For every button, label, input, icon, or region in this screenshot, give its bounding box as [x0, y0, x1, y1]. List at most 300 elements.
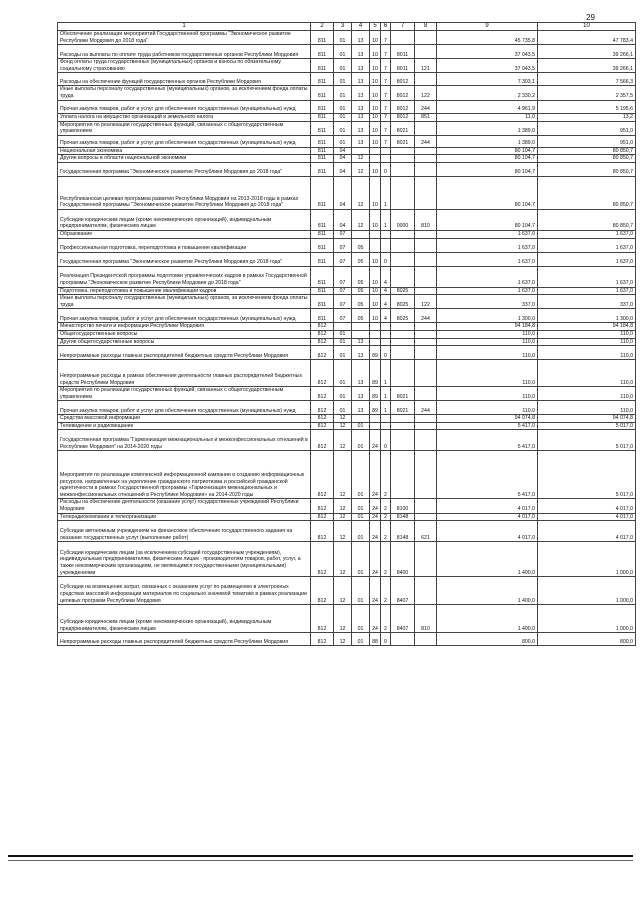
amount-2020-cell: 110,0	[538, 360, 636, 387]
amount-2019-cell: 5 417,0	[437, 451, 538, 499]
row-name-cell: Непрограммные расходы в рамках обеспечения деятельности главных распорядителей бюджетных средств Республики Мордовия	[58, 360, 311, 387]
amount-2020-cell: 1 637,0	[538, 238, 636, 252]
col3-cell: 07	[334, 295, 352, 309]
col2-cell: 812	[311, 330, 334, 338]
col8-cell	[415, 45, 437, 59]
col3-cell: 04	[334, 162, 352, 176]
col7-cell	[391, 155, 415, 163]
col8-cell: 810	[415, 605, 437, 633]
col5-cell	[370, 147, 381, 155]
col4-cell: 12	[352, 176, 370, 209]
amount-2019-cell: 80 104,7	[437, 147, 538, 155]
col7-cell: 8011	[391, 45, 415, 59]
col4-cell: 05	[352, 238, 370, 252]
col8-cell	[415, 499, 437, 513]
row-name-cell: Телерадиокомпании и телеорганизации	[58, 513, 311, 521]
col7-cell: 8021	[391, 135, 415, 147]
amount-2020-cell: 110,0	[538, 338, 636, 346]
col8-cell	[415, 430, 437, 451]
col5-cell	[370, 155, 381, 163]
col8-cell	[415, 147, 437, 155]
row-name-cell: Республиканская целевая программа развития Республики Мордовия на 2013-2018 годы в рамках Государственной программы "Экономическое развитие Республики Мордовия до 2018 года"	[58, 176, 311, 209]
row-name-cell: Государственная программа "Экономическое развитие Республики Мордовия до 2018 года"	[58, 162, 311, 176]
col5-cell: 10	[370, 113, 381, 121]
col6-cell: 4	[381, 309, 391, 323]
col7-cell: 8148	[391, 521, 415, 542]
col4-cell: 13	[352, 59, 370, 73]
col3-cell: 04	[334, 209, 352, 230]
col7-cell: 8025	[391, 287, 415, 295]
col8-cell: 244	[415, 401, 437, 415]
col5-cell: 89	[370, 346, 381, 360]
col3-cell: 12	[334, 499, 352, 513]
amount-2019-cell: 1 637,0	[437, 230, 538, 238]
col5-cell: 24	[370, 542, 381, 577]
col7-cell: 8025	[391, 295, 415, 309]
col7-cell	[391, 31, 415, 45]
col2-cell: 811	[311, 86, 334, 100]
col2-cell: 812	[311, 430, 334, 451]
col5-cell: 10	[370, 162, 381, 176]
col7-cell	[391, 430, 415, 451]
col8-cell: 122	[415, 86, 437, 100]
col3-cell: 07	[334, 252, 352, 266]
table-row	[58, 176, 636, 209]
col5-cell: 89	[370, 360, 381, 387]
table-row	[58, 605, 636, 633]
col2-cell: 812	[311, 577, 334, 605]
table-row	[58, 323, 636, 331]
col3-cell: 04	[334, 155, 352, 163]
col2-cell: 812	[311, 387, 334, 401]
amount-2020-cell: 2 357,5	[538, 86, 636, 100]
budget-table	[57, 22, 636, 646]
col3-cell: 12	[334, 451, 352, 499]
amount-2019-cell: 800,0	[437, 633, 538, 646]
col7-cell	[391, 252, 415, 266]
header-cell: 1	[58, 23, 311, 31]
col6-cell: 1	[381, 360, 391, 387]
col3-cell: 12	[334, 605, 352, 633]
table-row	[58, 155, 636, 163]
col5-cell	[370, 422, 381, 430]
col7-cell	[391, 162, 415, 176]
amount-2020-cell: 94 074,8	[538, 415, 636, 423]
table-row	[58, 521, 636, 542]
col7-cell	[391, 323, 415, 331]
amount-2019-cell: 5 417,0	[437, 422, 538, 430]
col4-cell: 12	[352, 155, 370, 163]
row-name-cell: Реализация Президентской программы подготовки управленческих кадров в рамках Государственной программы "Экономическое развитие Республики Мордовия до 2018 года"	[58, 266, 311, 287]
col8-cell	[415, 323, 437, 331]
col8-cell	[415, 346, 437, 360]
col4-cell: 01	[352, 542, 370, 577]
row-name-cell: Прочая закупка товаров, работ и услуг для обеспечения государственных (муниципальных) нужд	[58, 401, 311, 415]
col4-cell: 13	[352, 121, 370, 135]
col8-cell	[415, 387, 437, 401]
col8-cell	[415, 338, 437, 346]
col3-cell: 01	[334, 330, 352, 338]
col3-cell: 12	[334, 430, 352, 451]
table-row	[58, 135, 636, 147]
col2-cell: 812	[311, 346, 334, 360]
table-row	[58, 147, 636, 155]
amount-2019-cell: 1 300,0	[437, 309, 538, 323]
row-name-cell: Профессиональная подготовка, переподготовка и повышение квалификации	[58, 238, 311, 252]
amount-2019-cell: 1 389,0	[437, 121, 538, 135]
amount-2020-cell: 1 000,0	[538, 542, 636, 577]
col6-cell: 7	[381, 135, 391, 147]
col2-cell: 811	[311, 230, 334, 238]
col2-cell: 811	[311, 266, 334, 287]
amount-2019-cell: 2 330,2	[437, 86, 538, 100]
col5-cell: 10	[370, 31, 381, 45]
col2-cell: 811	[311, 309, 334, 323]
col4-cell	[352, 147, 370, 155]
col3-cell: 01	[334, 401, 352, 415]
col6-cell: 2	[381, 521, 391, 542]
col6-cell: 2	[381, 451, 391, 499]
table-row	[58, 430, 636, 451]
col5-cell: 10	[370, 73, 381, 86]
row-name-cell: Телевидение и радиовещание	[58, 422, 311, 430]
col2-cell: 812	[311, 401, 334, 415]
col5-cell	[370, 415, 381, 423]
col5-cell	[370, 338, 381, 346]
col6-cell: 4	[381, 287, 391, 295]
amount-2019-cell: 1 400,0	[437, 605, 538, 633]
col7-cell: 0000	[391, 209, 415, 230]
col5-cell: 24	[370, 499, 381, 513]
col2-cell: 812	[311, 323, 334, 331]
table-row	[58, 415, 636, 423]
table-row	[58, 100, 636, 113]
col5-cell: 10	[370, 176, 381, 209]
col6-cell: 0	[381, 633, 391, 646]
col8-cell: 851	[415, 113, 437, 121]
table-row	[58, 209, 636, 230]
col5-cell: 10	[370, 295, 381, 309]
amount-2020-cell: 80 850,7	[538, 209, 636, 230]
col7-cell: 8021	[391, 401, 415, 415]
amount-2020-cell: 94 184,8	[538, 323, 636, 331]
col3-cell: 04	[334, 147, 352, 155]
amount-2020-cell: 80 850,7	[538, 155, 636, 163]
col2-cell: 811	[311, 287, 334, 295]
col4-cell: 05	[352, 309, 370, 323]
col7-cell	[391, 238, 415, 252]
amount-2019-cell: 4 017,0	[437, 499, 538, 513]
col4-cell: 12	[352, 162, 370, 176]
col7-cell	[391, 415, 415, 423]
amount-2019-cell: 7 303,1	[437, 73, 538, 86]
col3-cell: 07	[334, 230, 352, 238]
col8-cell	[415, 513, 437, 521]
col8-cell	[415, 73, 437, 86]
col4-cell: 05	[352, 252, 370, 266]
table-row	[58, 238, 636, 252]
col7-cell: 8100	[391, 499, 415, 513]
header-cell: 6	[381, 23, 391, 31]
amount-2019-cell: 4 017,0	[437, 521, 538, 542]
col4-cell	[352, 230, 370, 238]
header-cell: 4	[352, 23, 370, 31]
col2-cell: 811	[311, 113, 334, 121]
amount-2020-cell: 1 000,0	[538, 577, 636, 605]
col2-cell: 812	[311, 360, 334, 387]
header-cell: 10	[538, 23, 636, 31]
header-cell: 5	[370, 23, 381, 31]
col8-cell: 810	[415, 209, 437, 230]
col3-cell: 01	[334, 73, 352, 86]
amount-2020-cell: 1 637,0	[538, 266, 636, 287]
budget-sheet	[57, 22, 635, 646]
col3-cell: 01	[334, 387, 352, 401]
amount-2019-cell: 110,0	[437, 330, 538, 338]
col6-cell: 4	[381, 295, 391, 309]
col5-cell: 10	[370, 266, 381, 287]
amount-2019-cell: 80 104,7	[437, 209, 538, 230]
col4-cell: 01	[352, 633, 370, 646]
amount-2020-cell: 951,0	[538, 121, 636, 135]
row-name-cell: Прочая закупка товаров, работ и услуг для обеспечения государственных (муниципальных) нужд	[58, 135, 311, 147]
col8-cell	[415, 266, 437, 287]
amount-2019-cell: 45 735,8	[437, 31, 538, 45]
page-bottom-rule-thin	[8, 860, 633, 861]
col6-cell	[381, 155, 391, 163]
amount-2020-cell: 1 637,0	[538, 287, 636, 295]
col4-cell: 01	[352, 605, 370, 633]
row-name-cell: Прочая закупка товаров, работ и услуг для обеспечения государственных (муниципальных) нужд	[58, 309, 311, 323]
col2-cell: 812	[311, 521, 334, 542]
col7-cell: 8021	[391, 387, 415, 401]
col8-cell	[415, 360, 437, 387]
row-name-cell: Фонд оплаты труда государственных (муниципальных) органов и взносы по обязательному социальному страхованию	[58, 59, 311, 73]
col5-cell: 10	[370, 121, 381, 135]
col2-cell: 812	[311, 338, 334, 346]
col6-cell: 2	[381, 513, 391, 521]
col4-cell: 01	[352, 430, 370, 451]
col3-cell: 07	[334, 309, 352, 323]
col5-cell: 10	[370, 100, 381, 113]
col2-cell: 811	[311, 238, 334, 252]
table-row	[58, 422, 636, 430]
col4-cell: 13	[352, 31, 370, 45]
amount-2019-cell: 80 104,7	[437, 162, 538, 176]
amount-2019-cell: 5 417,0	[437, 430, 538, 451]
row-name-cell: Прочая закупка товаров, работ и услуг для обеспечения государственных (муниципальных) нужд	[58, 100, 311, 113]
col3-cell: 12	[334, 521, 352, 542]
col8-cell	[415, 121, 437, 135]
col2-cell: 811	[311, 155, 334, 163]
row-name-cell: Государственная программа "Гармонизация межнациональных и межконфессиональных отношений в Республике Мордовия" на 2014-2020 годы	[58, 430, 311, 451]
col6-cell: 7	[381, 113, 391, 121]
col8-cell	[415, 287, 437, 295]
table-row	[58, 387, 636, 401]
col6-cell: 0	[381, 430, 391, 451]
row-name-cell: Государственная программа "Экономическое развитие Республики Мордовия до 2018 года"	[58, 252, 311, 266]
col8-cell	[415, 176, 437, 209]
table-row	[58, 499, 636, 513]
col6-cell: 2	[381, 542, 391, 577]
col5-cell	[370, 230, 381, 238]
col6-cell: 7	[381, 100, 391, 113]
col6-cell: 4	[381, 266, 391, 287]
amount-2019-cell: 80 104,7	[437, 155, 538, 163]
table-row	[58, 346, 636, 360]
amount-2020-cell: 80 850,7	[538, 176, 636, 209]
amount-2019-cell: 37 043,5	[437, 59, 538, 73]
page-bottom-rule	[8, 855, 633, 857]
amount-2019-cell: 110,0	[437, 401, 538, 415]
table-row	[58, 287, 636, 295]
col3-cell: 04	[334, 176, 352, 209]
col2-cell: 812	[311, 451, 334, 499]
amount-2020-cell: 1 000,0	[538, 605, 636, 633]
header-cell: 9	[437, 23, 538, 31]
col3-cell	[334, 323, 352, 331]
col8-cell: 621	[415, 521, 437, 542]
table-row	[58, 295, 636, 309]
amount-2019-cell: 110,0	[437, 360, 538, 387]
table-row	[58, 86, 636, 100]
col7-cell	[391, 147, 415, 155]
row-name-cell: Национальная экономика	[58, 147, 311, 155]
row-name-cell: Уплата налога на имущество организаций и земельного налога	[58, 113, 311, 121]
col8-cell	[415, 238, 437, 252]
col2-cell: 811	[311, 252, 334, 266]
col3-cell: 12	[334, 415, 352, 423]
col5-cell: 10	[370, 209, 381, 230]
row-name-cell: Расходы на обеспечение деятельности (оказание услуг) государственных учреждений Республики Мордовия	[58, 499, 311, 513]
table-row	[58, 45, 636, 59]
col3-cell: 12	[334, 542, 352, 577]
col5-cell	[370, 238, 381, 252]
col2-cell: 812	[311, 542, 334, 577]
table-row	[58, 59, 636, 73]
col2-cell: 811	[311, 31, 334, 45]
col8-cell	[415, 415, 437, 423]
header-cell: 8	[415, 23, 437, 31]
col4-cell: 05	[352, 266, 370, 287]
col6-cell: 1	[381, 176, 391, 209]
row-name-cell: Иные выплаты персоналу государственных (муниципальных) органов, за исключением фонда оплаты труда	[58, 295, 311, 309]
row-name-cell: Субсидии автономным учреждениям на финансовое обеспечение государственного задания на оказание государственных услуг (выполнение работ)	[58, 521, 311, 542]
col5-cell: 24	[370, 430, 381, 451]
col7-cell: 8407	[391, 605, 415, 633]
col7-cell	[391, 451, 415, 499]
col5-cell: 24	[370, 451, 381, 499]
col4-cell: 13	[352, 135, 370, 147]
col4-cell: 13	[352, 346, 370, 360]
amount-2020-cell: 800,0	[538, 633, 636, 646]
col2-cell: 811	[311, 295, 334, 309]
amount-2020-cell: 1 637,0	[538, 252, 636, 266]
col7-cell	[391, 633, 415, 646]
row-name-cell: Другие вопросы в области национальной экономики	[58, 155, 311, 163]
row-name-cell: Мероприятия по реализации государственных функций, связанных с общегосударственным управлением	[58, 121, 311, 135]
col5-cell: 10	[370, 135, 381, 147]
col7-cell: 8021	[391, 121, 415, 135]
col2-cell: 811	[311, 45, 334, 59]
amount-2019-cell: 37 043,5	[437, 45, 538, 59]
row-name-cell: Субсидии юридическим лицам (кроме некоммерческих организаций), индивидуальным предпринимателям, физическим лицам	[58, 605, 311, 633]
col6-cell: 7	[381, 73, 391, 86]
row-name-cell: Средства массовой информации	[58, 415, 311, 423]
col5-cell: 24	[370, 577, 381, 605]
amount-2020-cell: 1 637,0	[538, 230, 636, 238]
col4-cell: 01	[352, 521, 370, 542]
row-name-cell: Другие общегосударственные вопросы	[58, 338, 311, 346]
col4-cell: 13	[352, 401, 370, 415]
col4-cell: 05	[352, 295, 370, 309]
amount-2020-cell: 7 566,3	[538, 73, 636, 86]
col3-cell: 12	[334, 422, 352, 430]
amount-2020-cell: 5 017,0	[538, 451, 636, 499]
col2-cell: 811	[311, 135, 334, 147]
col5-cell: 10	[370, 86, 381, 100]
col3-cell: 07	[334, 238, 352, 252]
col8-cell: 244	[415, 135, 437, 147]
amount-2019-cell: 110,0	[437, 338, 538, 346]
amount-2020-cell: 4 017,0	[538, 499, 636, 513]
col2-cell: 811	[311, 147, 334, 155]
col8-cell: 244	[415, 309, 437, 323]
col7-cell	[391, 422, 415, 430]
amount-2019-cell: 94 074,8	[437, 415, 538, 423]
row-name-cell: Расходы на обеспечение функций государственных органов Республики Мордовия	[58, 73, 311, 86]
col3-cell: 07	[334, 266, 352, 287]
amount-2019-cell: 1 400,0	[437, 542, 538, 577]
col2-cell: 812	[311, 422, 334, 430]
col6-cell: 2	[381, 577, 391, 605]
col4-cell: 01	[352, 422, 370, 430]
amount-2020-cell: 13,2	[538, 113, 636, 121]
amount-2019-cell: 110,0	[437, 346, 538, 360]
col3-cell: 12	[334, 633, 352, 646]
amount-2020-cell: 1 300,0	[538, 309, 636, 323]
amount-2019-cell: 337,0	[437, 295, 538, 309]
col6-cell: 7	[381, 59, 391, 73]
header-cell: 7	[391, 23, 415, 31]
amount-2020-cell: 110,0	[538, 387, 636, 401]
col8-cell	[415, 162, 437, 176]
table-row	[58, 451, 636, 499]
col7-cell	[391, 330, 415, 338]
page-number: 29	[586, 13, 595, 22]
col4-cell: 01	[352, 451, 370, 499]
col8-cell	[415, 31, 437, 45]
col8-cell	[415, 330, 437, 338]
col8-cell	[415, 230, 437, 238]
col4-cell: 13	[352, 338, 370, 346]
col2-cell: 811	[311, 100, 334, 113]
amount-2019-cell: 1 389,0	[437, 135, 538, 147]
row-name-cell: Обеспечение реализации мероприятий Государственной программы "Экономическое развитие Республики Мордовия до 2018 года"	[58, 31, 311, 45]
amount-2020-cell: 5 195,6	[538, 100, 636, 113]
col3-cell: 01	[334, 135, 352, 147]
col7-cell	[391, 230, 415, 238]
col2-cell: 812	[311, 499, 334, 513]
row-name-cell: Иные выплаты персоналу государственных (муниципальных) органов, за исключением фонда оплаты труда	[58, 86, 311, 100]
col6-cell: 7	[381, 31, 391, 45]
amount-2019-cell: 4 017,0	[437, 513, 538, 521]
col2-cell: 811	[311, 176, 334, 209]
amount-2020-cell: 4 017,0	[538, 513, 636, 521]
amount-2020-cell: 110,0	[538, 330, 636, 338]
col8-cell	[415, 542, 437, 577]
col7-cell: 8012	[391, 73, 415, 86]
